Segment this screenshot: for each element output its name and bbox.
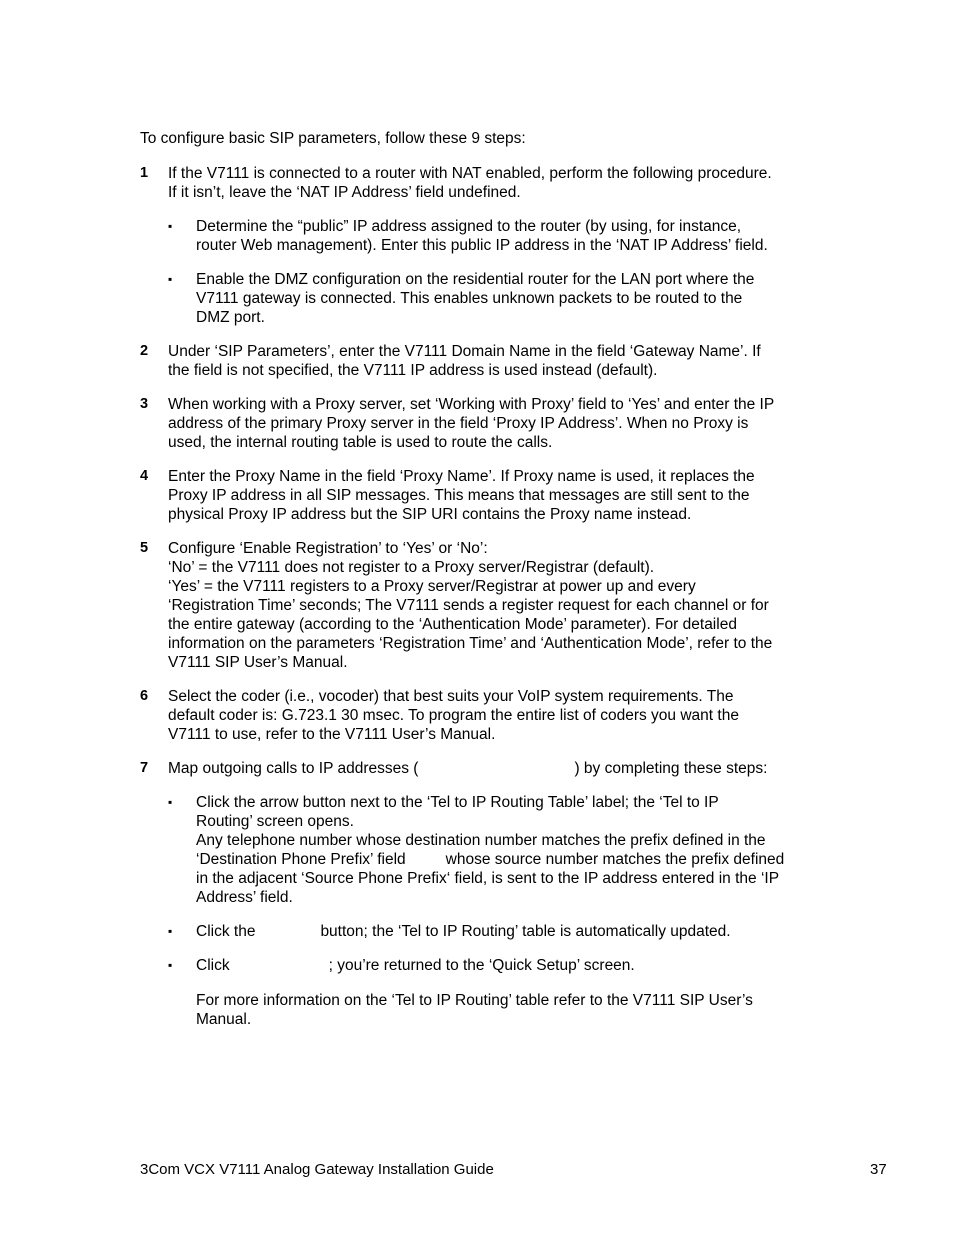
bullet-line: Click the arrow button next to the ‘Tel to IP Routing Table’ label; the ‘Tel to IP bbox=[196, 794, 719, 811]
bullet-text-b: whose source number matches the prefix defined bbox=[445, 851, 785, 868]
step-line: default coder is: G.723.1 30 msec. To program the entire list of coders you want the bbox=[168, 707, 739, 724]
step-text bbox=[168, 395, 820, 452]
bullet-text-b: ; you’re returned to the ‘Quick Setup’ screen. bbox=[328, 957, 635, 974]
bullet-line: Address’ field. bbox=[196, 889, 293, 906]
step-2 bbox=[140, 342, 820, 380]
step-text bbox=[168, 539, 820, 672]
step-6 bbox=[140, 687, 820, 744]
bullet-text-a: Click bbox=[196, 957, 230, 974]
intro-paragraph: To configure basic SIP parameters, follow these 9 steps: bbox=[140, 130, 526, 147]
bullet-text bbox=[196, 922, 818, 941]
step-line: used, the internal routing table is used to route the calls. bbox=[168, 434, 553, 451]
step-7-text-b: ) by completing these steps: bbox=[574, 760, 768, 777]
step-line: When working with a Proxy server, set ‘Working with Proxy’ field to ‘Yes’ and enter the IP bbox=[168, 396, 775, 413]
step-line: ‘Yes’ = the V7111 registers to a Proxy server/Registrar at power up and every bbox=[168, 578, 696, 595]
bullet-line bbox=[196, 850, 818, 869]
step-line: address of the primary Proxy server in the field ‘Proxy IP Address’. When no Proxy is bbox=[168, 415, 749, 432]
step-7-bullet-3 bbox=[168, 956, 818, 975]
step-4 bbox=[140, 467, 820, 524]
step-7 bbox=[140, 759, 820, 778]
bullet-line: Routing’ screen opens. bbox=[196, 813, 354, 830]
step-line: the entire gateway (according to the ‘Authentication Mode’ parameter). For detailed bbox=[168, 616, 737, 633]
bullet-line: in the adjacent ‘Source Phone Prefix‘ field, is sent to the IP address entered in the ‘IP bbox=[196, 870, 780, 887]
step-text bbox=[168, 467, 820, 524]
step-7-bullet-2 bbox=[168, 922, 818, 941]
bullet-square-icon: ▪ bbox=[168, 219, 173, 233]
bullet-text bbox=[196, 270, 818, 327]
step-number: 4 bbox=[140, 468, 149, 484]
bullet-text-a: ‘Destination Phone Prefix’ field bbox=[196, 851, 406, 868]
step-1 bbox=[140, 164, 820, 202]
step-line: V7111 SIP User’s Manual. bbox=[168, 654, 348, 671]
step-3 bbox=[140, 395, 820, 452]
step-line: If the V7111 is connected to a router with NAT enabled, perform the following procedure. bbox=[168, 165, 772, 182]
bullet-square-icon: ▪ bbox=[168, 958, 173, 972]
step-number: 5 bbox=[140, 540, 149, 556]
bullet-line: Enable the DMZ configuration on the residential router for the LAN port where the bbox=[196, 271, 755, 288]
bullet-line: DMZ port. bbox=[196, 309, 265, 326]
step-7-note bbox=[196, 991, 816, 1029]
step-line bbox=[168, 759, 820, 778]
bullet-text-a: Click the bbox=[196, 923, 256, 940]
bullet-line: Any telephone number whose destination number matches the prefix defined in the bbox=[196, 832, 766, 849]
step-number: 1 bbox=[140, 165, 149, 181]
bullet-text bbox=[196, 217, 818, 255]
step-line: physical Proxy IP address but the SIP URI contains the Proxy name instead. bbox=[168, 506, 692, 523]
bullet-text-b: button; the ‘Tel to IP Routing’ table is automatically updated. bbox=[320, 923, 731, 940]
step-7-bullet-1 bbox=[168, 793, 818, 907]
note-line: For more information on the ‘Tel to IP Routing’ table refer to the V7111 SIP User’s bbox=[196, 992, 753, 1009]
bullet-line bbox=[196, 956, 818, 975]
note-line: Manual. bbox=[196, 1011, 252, 1028]
bullet-line: V7111 gateway is connected. This enables unknown packets to be routed to the bbox=[196, 290, 743, 307]
step-number: 3 bbox=[140, 396, 149, 412]
step-number: 2 bbox=[140, 343, 149, 359]
bullet-line: Determine the “public” IP address assigned to the router (by using, for instance, bbox=[196, 218, 742, 235]
bullet-text bbox=[196, 793, 818, 907]
step-text bbox=[168, 164, 820, 202]
bullet-text bbox=[196, 956, 818, 975]
step-1-bullet-2 bbox=[168, 270, 818, 327]
bullet-square-icon: ▪ bbox=[168, 272, 173, 286]
bullet-square-icon: ▪ bbox=[168, 795, 173, 809]
step-text bbox=[168, 759, 820, 778]
step-1-bullet-1 bbox=[168, 217, 818, 255]
bullet-line bbox=[196, 922, 818, 941]
step-line: Select the coder (i.e., vocoder) that best suits your VoIP system requirements. The bbox=[168, 688, 734, 705]
step-line: information on the parameters ‘Registration Time’ and ‘Authentication Mode’, refer to the bbox=[168, 635, 773, 652]
footer-title: 3Com VCX V7111 Analog Gateway Installation Guide bbox=[140, 1161, 494, 1178]
step-line: ‘No’ = the V7111 does not register to a Proxy server/Registrar (default). bbox=[168, 559, 655, 576]
step-line: the field is not specified, the V7111 IP address is used instead (default). bbox=[168, 362, 658, 379]
step-7-text-a: Map outgoing calls to IP addresses ( bbox=[168, 760, 419, 777]
step-line: Configure ‘Enable Registration’ to ‘Yes’ or ‘No’: bbox=[168, 540, 488, 557]
bullet-line: router Web management). Enter this public IP address in the ‘NAT IP Address’ field. bbox=[196, 237, 768, 254]
step-line: Under ‘SIP Parameters’, enter the V7111 Domain Name in the field ‘Gateway Name’. If bbox=[168, 343, 761, 360]
step-5 bbox=[140, 539, 820, 672]
bullet-square-icon: ▪ bbox=[168, 924, 173, 938]
step-text bbox=[168, 342, 820, 380]
step-line: Proxy IP address in all SIP messages. This means that messages are still sent to the bbox=[168, 487, 750, 504]
step-line: V7111 to use, refer to the V7111 User’s Manual. bbox=[168, 726, 496, 743]
step-line: ‘Registration Time’ seconds; The V7111 sends a register request for each channel or for bbox=[168, 597, 769, 614]
step-line: If it isn’t, leave the ‘NAT IP Address’ field undefined. bbox=[168, 184, 521, 201]
step-line: Enter the Proxy Name in the field ‘Proxy Name’. If Proxy name is used, it replaces the bbox=[168, 468, 755, 485]
step-number: 7 bbox=[140, 760, 149, 776]
step-number: 6 bbox=[140, 688, 149, 704]
footer-page-number: 37 bbox=[870, 1161, 887, 1178]
step-text bbox=[168, 687, 820, 744]
